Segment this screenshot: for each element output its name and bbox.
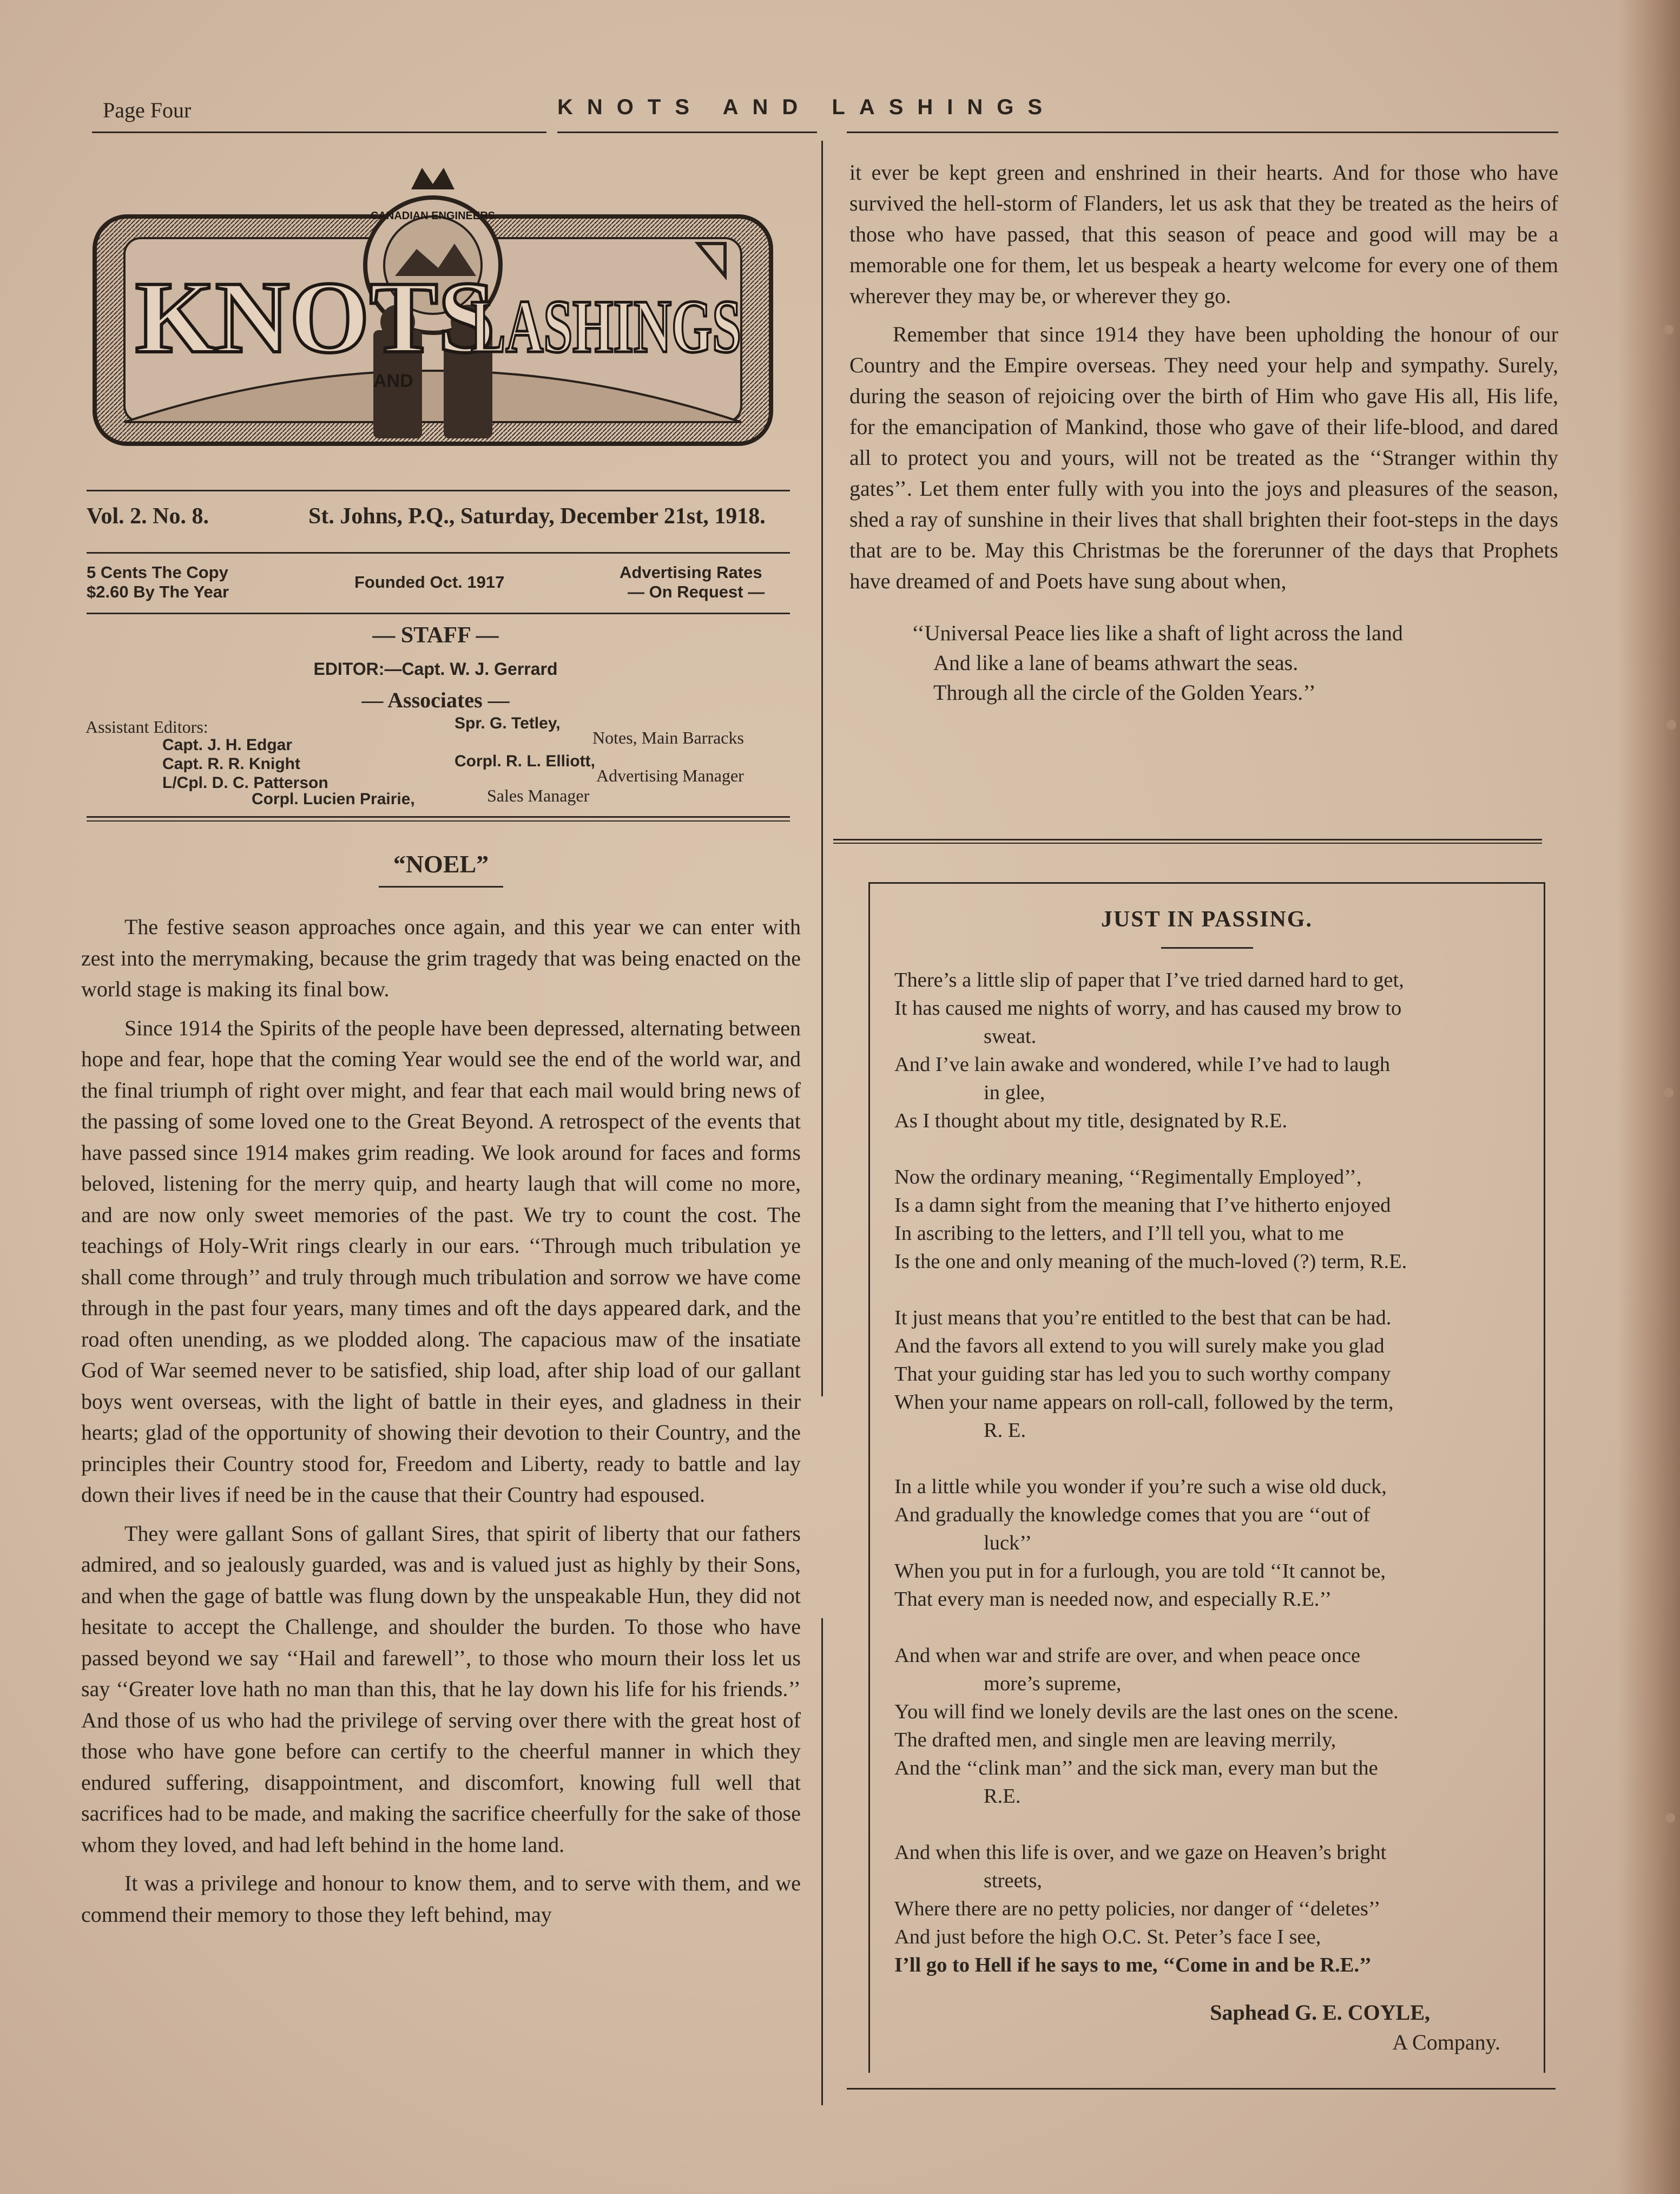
page-hole [1665, 1813, 1675, 1823]
article-continuation [849, 157, 1558, 707]
poem-line: As I thought about my title, designated by R.E. [894, 1109, 1288, 1132]
poem-line: In a little while you wonder if you’re such a wise old duck, [894, 1475, 1387, 1498]
stanza-gap [894, 1135, 1527, 1163]
page-number: Page Four [103, 98, 192, 122]
poem-line: Is the one and only meaning of the much-loved (?) term, R.E. [894, 1250, 1407, 1273]
section-rule [833, 839, 1542, 840]
volume-number: Vol. 2. No. 8. [87, 504, 209, 529]
poem-box [868, 882, 1545, 2073]
stanza-gap [894, 1444, 1527, 1473]
quote-line: And like a lane of beams athwart the seas. [933, 651, 1299, 675]
poem-line: The drafted men, and single men are leaving merrily, [894, 1729, 1336, 1751]
column-divider [821, 141, 823, 1396]
associate-tetley: Spr. G. Tetley, [454, 714, 561, 732]
issue-date: St. Johns, P.Q., Saturday, December 21st, 1918. [308, 504, 766, 529]
article-noel [81, 833, 801, 1937]
associate-tetley-role: Notes, Main Barracks [592, 728, 744, 747]
poem-line: And just before the high O.C. St. Peter’s face I see, [894, 1926, 1321, 1948]
masthead-title-right: LASHINGS [471, 285, 741, 369]
dateline-rule-bottom [87, 552, 790, 554]
running-title: KNOTS AND LASHINGS [557, 95, 1057, 119]
stanza-gap [894, 1613, 1527, 1641]
masthead-logo [92, 168, 774, 449]
poem-line: It just means that you’re entitled to the best that can be had. [894, 1306, 1392, 1329]
poem-line: There’s a little slip of paper that I’ve tried darned hard to get, [894, 969, 1404, 991]
poem-line: in glee, [984, 1081, 1045, 1104]
associates-heading: — Associates — [361, 688, 510, 712]
poem-line: When you put in for a furlough, you are told ‘‘It cannot be, [894, 1560, 1386, 1582]
page-hole [1666, 720, 1676, 730]
subscription-info [87, 563, 790, 612]
poem-line: R. E. [984, 1419, 1026, 1442]
header-rule-right [847, 132, 1558, 133]
poem-line: And when war and strife are over, and when peace once [894, 1644, 1361, 1667]
poem-line: Is a damn sight from the meaning that I’ve hitherto enjoyed [894, 1194, 1391, 1217]
article-paragraph: it ever be kept green and enshrined in their hearts. And for those who have survived the hell-storm of Flanders, let us ask that they be treated as the heirs of those who have passed, that this season of peace and good will may be a memorable one for them, let us bespeak a hearty welcome for every one of them wherever they may be, or wherever they go. [849, 160, 1558, 308]
price-per-copy: 5 Cents The Copy [87, 563, 228, 582]
poem-line: streets, [984, 1869, 1042, 1892]
article-paragraph: They were gallant Sons of gallant Sires, that spirit of liberty that our fathers admired, and so jealously guarded, was and is valued just as highly by their Sons, and when the gage of battle was flung down by the unspeakable Hun, they did not hesitate to accept the Challenge, and shoulder the burden. To those who have passed beyond we say ‘‘Hail and farewell’’, to those who mourn their loss let us say ‘‘Greater love hath no man than this, that he lay down his life for his friends.’’ And those of us who had the privilege of serving over there with the great host of those who have gone before can certify to the cheerful manner in which they endured suffering, disappointment, and discomfort, knowing full well that sacrifices had to be made, and making the sacrifice cheerfully for the sake of those whom they loved, and had left behind in the home land. [81, 1521, 801, 1857]
poem-line: And I’ve lain awake and wondered, while I’ve had to laugh [894, 1053, 1391, 1076]
poem-line: more’s supreme, [984, 1672, 1122, 1695]
advertising-on-request: — On Request — [628, 582, 765, 601]
poem-title-rule [1161, 947, 1253, 949]
poem-line: That every man is needed now, and especially R.E.’’ [894, 1588, 1332, 1611]
staff-editor: EDITOR:—Capt. W. J. Gerrard [313, 659, 558, 679]
assistant-editor: Capt. J. H. Edgar [162, 736, 293, 754]
article-paragraph: The festive season approaches once again, and this year we can enter with zest into the merrymaking, because the grim tragedy that was being enacted on the world stage is making its final bow. [81, 915, 801, 1001]
title-rule [379, 886, 503, 888]
poem-line: Now the ordinary meaning, ‘‘Regimentally Employed’’, [894, 1166, 1362, 1188]
founded-date: Founded Oct. 1917 [354, 573, 505, 592]
column-divider-lower [821, 1618, 823, 2105]
assistant-editor: L/Cpl. D. C. Patterson [162, 774, 328, 792]
poem-author-unit: A Company. [1392, 2030, 1500, 2054]
poem-line: Where there are no petty policies, nor danger of ‘‘deletes’’ [894, 1897, 1381, 1920]
poem-title: JUST IN PASSING. [1101, 907, 1313, 932]
masthead-illustration [92, 168, 774, 449]
quote-line: ‘‘Universal Peace lies like a shaft of light across the land [912, 621, 1403, 645]
poem-line: And the ‘‘clink man’’ and the sick man, every man but the [894, 1757, 1378, 1779]
price-per-year: $2.60 By The Year [87, 582, 229, 601]
dateline-rule-top [87, 490, 790, 491]
quote-line: Through all the circle of the Golden Years.’’ [933, 680, 1316, 705]
section-rule-double [833, 843, 1542, 844]
page-hole [1664, 325, 1674, 334]
advertising-rates: Advertising Rates [620, 563, 762, 582]
poem-line: luck’’ [984, 1532, 1032, 1554]
box-bottom-rule [847, 2088, 1556, 2090]
stanza-gap [894, 1276, 1527, 1304]
poem-line: I’ll go to Hell if he says to me, ‘‘Come in and be R.E.’’ [894, 1954, 1372, 1976]
poem-line: And gradually the knowledge comes that you are ‘‘out of [894, 1503, 1371, 1526]
poem-line: R.E. [984, 1785, 1021, 1808]
masthead-title-left: KNOTS [135, 261, 496, 375]
poem-line: That your guiding star has led you to such worthy company [894, 1363, 1391, 1385]
poem-line: It has caused me nights of worry, and has caused my brow to [894, 997, 1402, 1020]
masthead-title-and: AND [373, 371, 413, 391]
poem-line: sweat. [984, 1025, 1037, 1048]
associate-elliott: Corpl. R. L. Elliott, [454, 752, 595, 770]
staff-box [81, 622, 790, 817]
article-quote [912, 618, 1558, 707]
header-rule-center [557, 132, 817, 133]
header-rule-left [92, 132, 546, 133]
article-paragraph: Remember that since 1914 they have been upholding the honour of our Country and the Empire overseas. They need your help and sympathy. Surely, during the season of rejoicing over the birth of Him who gave His all, His life, for the emancipation of Mankind, those who gave of their life-blood, and dared all to protect you and yours, will not be treated as the ‘‘Stranger within thy gates’’. Let them enter fully with you into the joys and pleasures of the season, shed a ray of sunshine in their lives that shall brighten their foot-steps in the days that are to be. May this Christmas be the forerunner of the days that Prophets have dreamed of and Poets have sung about when, [849, 322, 1558, 593]
poem-text [894, 966, 1527, 1979]
article-title: “NOEL” [393, 850, 489, 878]
poem-author: Saphead G. E. COYLE, [1210, 2000, 1430, 2025]
page-hole [1664, 1088, 1674, 1098]
associate-prairie-role: Sales Manager [487, 786, 590, 805]
poem-line: When your name appears on roll-call, followed by the term, [894, 1391, 1394, 1414]
associate-elliott-role: Advertising Manager [596, 766, 744, 785]
stanza-gap [894, 1810, 1527, 1838]
staff-rule-double [87, 820, 790, 822]
subscription-rule [87, 613, 790, 614]
assistant-editor: Capt. R. R. Knight [162, 755, 300, 773]
poem-line: And when this life is over, and we gaze on Heaven’s bright [894, 1841, 1387, 1864]
article-paragraph: It was a privilege and honour to know them, and to serve with them, and we commend their memory to those they left behind, may [81, 1871, 801, 1927]
poem-line: In ascribing to the letters, and I’ll tell you, what to me [894, 1222, 1344, 1245]
assistant-editors-label: Assistant Editors: [85, 717, 208, 737]
associate-prairie: Corpl. Lucien Prairie, [252, 790, 415, 808]
article-paragraph: Since 1914 the Spirits of the people have been depressed, alternating between hope and fear, hope that the coming Year would see the end of the world war, and the final triumph of right over might, and fear that each mail would bring news of the passing of some loved one to the Great Beyond. A retrospect of the events that have passed since 1914 makes grim reading. We look around for faces and forms beloved, listening for the merry quip, and hearty laugh that will come no more, and are now only sweet memories of the past. We try to count the cost. The teachings of Holy-Writ rings clearly in our ears. ‘‘Through much tribulation ye shall come through’’ and truly through much tribulation and sorrow we have come through in the past four years, many times and oft the days appeared dark, and the road often unending, as we plodded along. The capacious maw of the insatiate God of War seemed never to be satisfied, ship load, after ship load of our gallant boys went overseas, with the light of battle in their eyes, and gladness in their hearts; glad of the opportunity of showing their devotion to their Country, and the principles their Country stood for, Freedom and Liberty, ready to battle and lay down their lives if need be in the cause that their Country had espoused. [81, 1015, 801, 1507]
staff-heading: — STAFF — [372, 623, 499, 648]
poem-line: And the favors all extend to you will surely make you glad [894, 1335, 1385, 1357]
masthead-badge-text: CANADIAN ENGINEERS [370, 210, 496, 222]
page-header [92, 92, 1553, 141]
staff-rule [87, 816, 790, 818]
poem-line: You will find we lonely devils are the last ones on the scene. [894, 1700, 1399, 1723]
